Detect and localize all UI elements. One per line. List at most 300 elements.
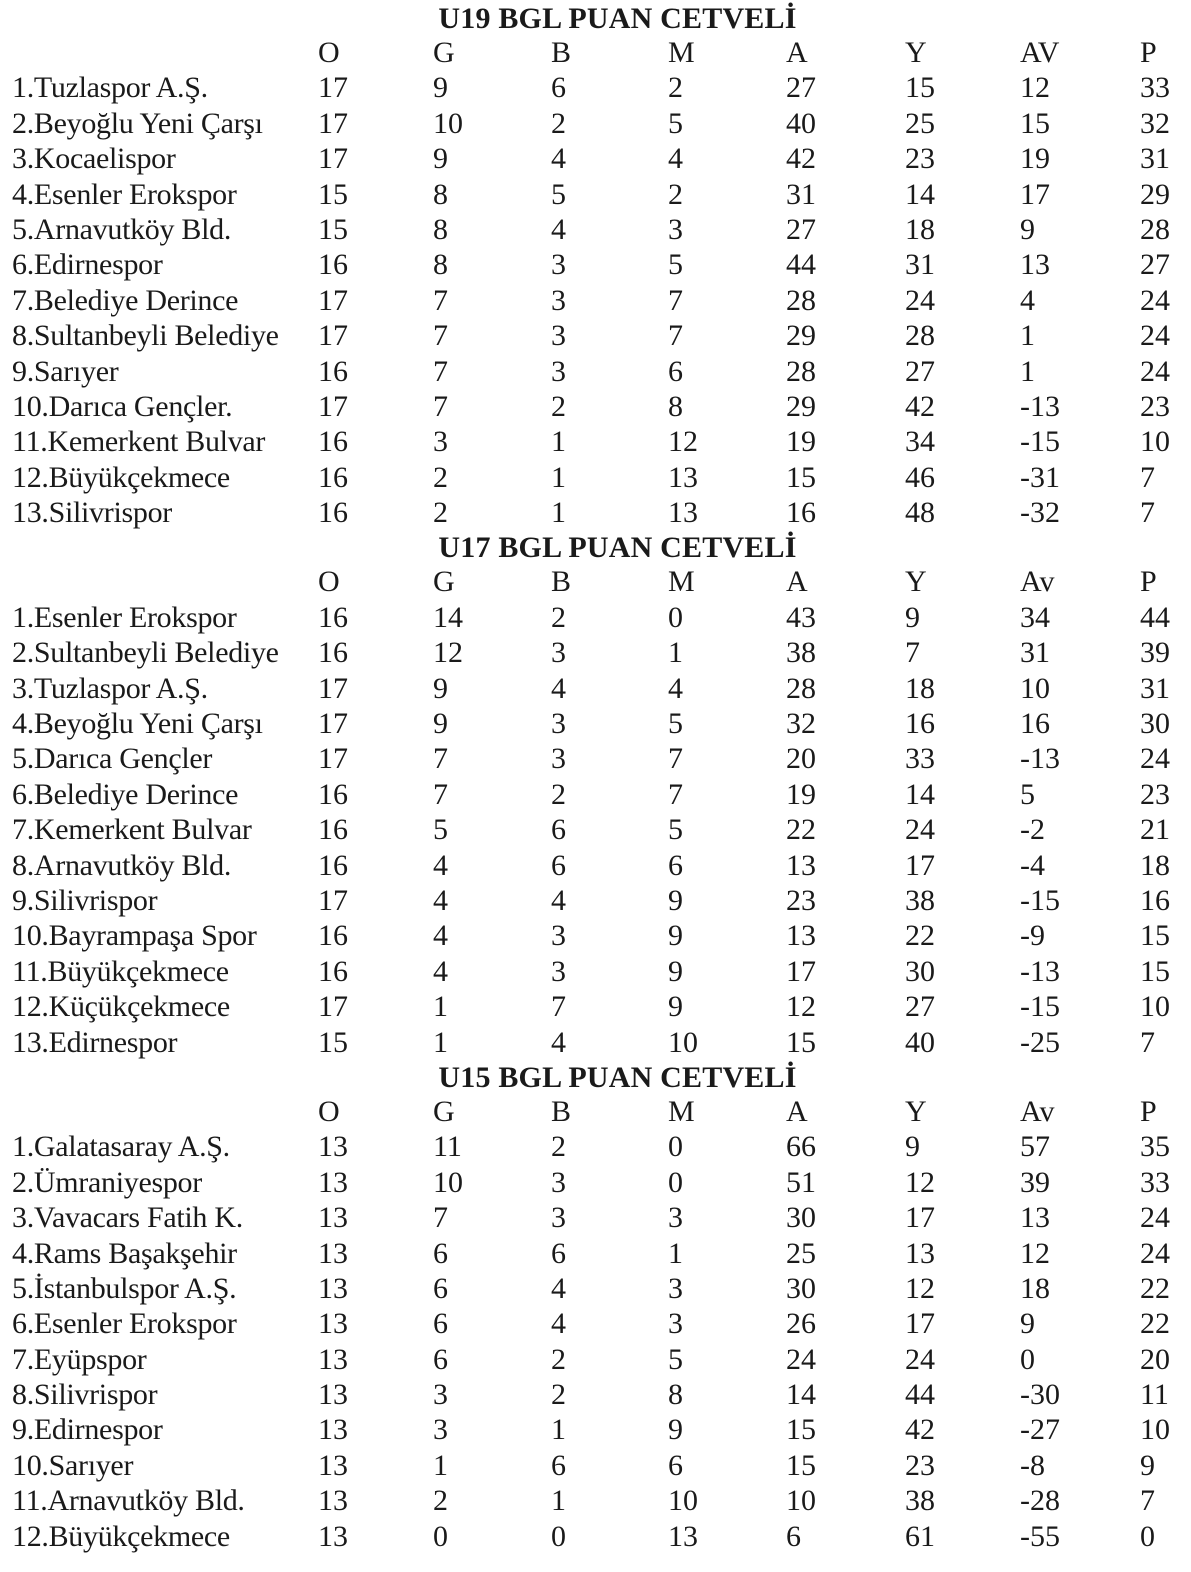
- stat-cell: 7: [433, 319, 448, 353]
- stat-cell: 35: [1140, 1130, 1170, 1164]
- stat-cell: 34: [905, 425, 935, 459]
- stat-cell: 9: [1020, 212, 1035, 246]
- stat-cell: 7: [1140, 1484, 1155, 1518]
- stat-cell: 27: [786, 212, 816, 246]
- stat-cell: 16: [318, 813, 348, 847]
- stat-cell: -31: [1020, 460, 1060, 494]
- stat-cell: 39: [1020, 1165, 1050, 1199]
- stat-cell: 38: [905, 1484, 935, 1518]
- stat-cell: -9: [1020, 919, 1045, 953]
- stat-cell: -13: [1020, 389, 1060, 423]
- stat-cell: 9: [905, 600, 920, 634]
- stat-cell: 5: [668, 248, 683, 282]
- stat-cell: 42: [786, 142, 816, 176]
- stat-cell: 13: [318, 1201, 348, 1235]
- stat-cell: 1: [551, 1413, 566, 1447]
- stat-cell: 18: [1140, 848, 1170, 882]
- stat-cell: 7: [1140, 1025, 1155, 1059]
- column-header: P: [1140, 565, 1157, 599]
- stat-cell: 13: [318, 1484, 348, 1518]
- stat-cell: 2: [551, 777, 566, 811]
- stat-cell: 12: [433, 636, 463, 670]
- stat-cell: 3: [551, 1165, 566, 1199]
- team-name: 6.Belediye Derince: [12, 777, 239, 811]
- stat-cell: 66: [786, 1130, 816, 1164]
- stat-cell: 13: [318, 1342, 348, 1376]
- table-row: [0, 988, 1191, 1023]
- team-name: 11.Kemerkent Bulvar: [12, 425, 266, 459]
- stat-cell: 13: [318, 1307, 348, 1341]
- stat-cell: 17: [318, 319, 348, 353]
- stat-cell: 6: [668, 848, 683, 882]
- table-title: U19 BGL PUAN CETVELİ: [438, 2, 797, 35]
- stat-cell: 4: [433, 883, 448, 917]
- stat-cell: 0: [1140, 1519, 1155, 1553]
- table-row: [0, 1305, 1191, 1340]
- stat-cell: 9: [668, 883, 683, 917]
- stat-cell: 7: [433, 742, 448, 776]
- stat-cell: 17: [318, 389, 348, 423]
- table-row: [0, 1447, 1191, 1482]
- stat-cell: 24: [786, 1342, 816, 1376]
- stat-cell: 23: [1140, 777, 1170, 811]
- stat-cell: -25: [1020, 1025, 1060, 1059]
- stat-cell: -13: [1020, 954, 1060, 988]
- stat-cell: 22: [786, 813, 816, 847]
- stat-cell: 44: [905, 1378, 935, 1412]
- stat-cell: 27: [786, 71, 816, 105]
- column-header: G: [433, 36, 455, 69]
- stat-cell: 4: [433, 954, 448, 988]
- stat-cell: 1: [433, 1448, 448, 1482]
- stat-cell: 25: [905, 106, 935, 140]
- stat-cell: 28: [786, 354, 816, 388]
- stat-cell: 31: [1140, 671, 1170, 705]
- stat-cell: 30: [1140, 707, 1170, 741]
- stat-cell: 15: [318, 177, 348, 211]
- stat-cell: 17: [318, 671, 348, 705]
- stat-cell: 3: [433, 1413, 448, 1447]
- stat-cell: 7: [433, 283, 448, 317]
- column-header: A: [786, 1094, 808, 1128]
- column-header: B: [551, 565, 572, 599]
- header-row: [0, 1093, 1191, 1128]
- stat-cell: 12: [1020, 71, 1050, 105]
- stat-cell: 46: [905, 460, 935, 494]
- stat-cell: 13: [1020, 1201, 1050, 1235]
- stat-cell: 22: [1140, 1307, 1170, 1341]
- stat-cell: 4: [668, 671, 683, 705]
- stat-cell: -28: [1020, 1484, 1060, 1518]
- stat-cell: 7: [668, 777, 683, 811]
- stat-cell: 6: [433, 1342, 448, 1376]
- stat-cell: 7: [433, 354, 448, 388]
- stat-cell: 32: [786, 707, 816, 741]
- stat-cell: 24: [905, 813, 935, 847]
- stat-cell: 13: [318, 1413, 348, 1447]
- stat-cell: 0: [668, 1165, 683, 1199]
- stat-cell: 27: [1140, 248, 1170, 282]
- stat-cell: 4: [1020, 283, 1035, 317]
- table-row: [0, 811, 1191, 846]
- stat-cell: 3: [668, 1201, 683, 1235]
- header-row: [0, 34, 1191, 69]
- stat-cell: 39: [1140, 636, 1170, 670]
- stat-cell: 13: [318, 1271, 348, 1305]
- stat-cell: 7: [433, 777, 448, 811]
- stat-cell: 14: [786, 1378, 816, 1412]
- stat-cell: 14: [433, 600, 463, 634]
- stat-cell: 2: [551, 1130, 566, 1164]
- stat-cell: 2: [668, 177, 683, 211]
- column-header: P: [1140, 36, 1157, 69]
- stat-cell: 0: [668, 1130, 683, 1164]
- table-row: [0, 953, 1191, 988]
- team-name: 3.Tuzlaspor A.Ş.: [12, 671, 208, 705]
- stat-cell: -15: [1020, 990, 1060, 1024]
- stat-cell: 16: [318, 460, 348, 494]
- stat-cell: 1: [668, 1236, 683, 1270]
- stat-cell: 15: [905, 71, 935, 105]
- table-row: [0, 246, 1191, 281]
- stat-cell: 13: [1020, 248, 1050, 282]
- stat-cell: 29: [786, 319, 816, 353]
- team-name: 10.Bayrampaşa Spor: [12, 919, 257, 953]
- team-name: 10.Darıca Gençler.: [12, 389, 233, 423]
- stat-cell: 27: [905, 990, 935, 1024]
- column-header: AV: [1020, 36, 1060, 69]
- stat-cell: 3: [551, 707, 566, 741]
- stat-cell: 2: [551, 1342, 566, 1376]
- stat-cell: -15: [1020, 425, 1060, 459]
- stat-cell: 19: [786, 777, 816, 811]
- stat-cell: 1: [551, 1484, 566, 1518]
- stat-cell: 4: [551, 212, 566, 246]
- stat-cell: 2: [668, 71, 683, 105]
- stat-cell: 18: [1020, 1271, 1050, 1305]
- stat-cell: 2: [551, 600, 566, 634]
- team-name: 1.Tuzlaspor A.Ş.: [12, 71, 208, 105]
- stat-cell: 13: [318, 1236, 348, 1270]
- stat-cell: 16: [1140, 883, 1170, 917]
- table-row: [0, 1376, 1191, 1411]
- stat-cell: 42: [905, 1413, 935, 1447]
- stat-cell: 28: [786, 671, 816, 705]
- team-name: 6.Edirnespor: [12, 248, 163, 282]
- stat-cell: 0: [1020, 1342, 1035, 1376]
- stat-cell: 4: [551, 1271, 566, 1305]
- stat-cell: 17: [318, 707, 348, 741]
- stat-cell: 57: [1020, 1130, 1050, 1164]
- table-row: [0, 1235, 1191, 1270]
- stat-cell: -13: [1020, 742, 1060, 776]
- stat-cell: -4: [1020, 848, 1045, 882]
- stat-cell: 24: [1140, 742, 1170, 776]
- table-row: [0, 705, 1191, 740]
- stat-cell: 15: [1140, 954, 1170, 988]
- stat-cell: 8: [433, 212, 448, 246]
- table-row: [0, 211, 1191, 246]
- stat-cell: 6: [551, 848, 566, 882]
- stat-cell: 10: [1140, 1413, 1170, 1447]
- stat-cell: 5: [433, 813, 448, 847]
- stat-cell: 5: [668, 707, 683, 741]
- stat-cell: 4: [433, 848, 448, 882]
- team-name: 11.Büyükçekmece: [12, 954, 229, 988]
- stat-cell: -55: [1020, 1519, 1060, 1553]
- stat-cell: 24: [1140, 319, 1170, 353]
- stat-cell: 13: [318, 1165, 348, 1199]
- stat-cell: 3: [551, 636, 566, 670]
- stat-cell: 7: [668, 742, 683, 776]
- stat-cell: 9: [433, 671, 448, 705]
- stat-cell: 31: [786, 177, 816, 211]
- stat-cell: 3: [551, 919, 566, 953]
- stat-cell: 23: [1140, 389, 1170, 423]
- stat-cell: 17: [1020, 177, 1050, 211]
- team-name: 7.Kemerkent Bulvar: [12, 813, 252, 847]
- team-name: 7.Belediye Derince: [12, 283, 239, 317]
- stat-cell: 15: [318, 212, 348, 246]
- stat-cell: 9: [905, 1130, 920, 1164]
- team-name: 10.Sarıyer: [12, 1448, 134, 1482]
- stat-cell: 16: [318, 600, 348, 634]
- team-name: 9.Silivrispor: [12, 883, 158, 917]
- stat-cell: 40: [905, 1025, 935, 1059]
- stat-cell: 44: [1140, 600, 1170, 634]
- column-header: G: [433, 1094, 455, 1128]
- team-name: 13.Edirnespor: [12, 1025, 178, 1059]
- stat-cell: 3: [551, 1201, 566, 1235]
- stat-cell: 61: [905, 1519, 935, 1553]
- stat-cell: 5: [551, 177, 566, 211]
- stat-cell: 15: [318, 1025, 348, 1059]
- stat-cell: 11: [433, 1130, 462, 1164]
- stat-cell: 15: [786, 460, 816, 494]
- stat-cell: -8: [1020, 1448, 1045, 1482]
- stat-cell: 7: [433, 389, 448, 423]
- stat-cell: 8: [668, 1378, 683, 1412]
- stat-cell: 12: [786, 990, 816, 1024]
- table-row: [0, 1518, 1191, 1553]
- table-row: [0, 847, 1191, 882]
- stat-cell: 17: [318, 742, 348, 776]
- stat-cell: 2: [551, 106, 566, 140]
- stat-cell: 16: [318, 248, 348, 282]
- stat-cell: 17: [905, 848, 935, 882]
- stat-cell: 3: [551, 354, 566, 388]
- team-name: 3.Vavacars Fatih K.: [12, 1201, 243, 1235]
- stat-cell: 48: [905, 496, 935, 530]
- column-header: G: [433, 565, 455, 599]
- team-name: 11.Arnavutköy Bld.: [12, 1484, 245, 1518]
- stat-cell: 16: [318, 777, 348, 811]
- stat-cell: 6: [551, 71, 566, 105]
- column-header: O: [318, 36, 340, 69]
- stat-cell: 13: [318, 1519, 348, 1553]
- stat-cell: 3: [551, 248, 566, 282]
- stat-cell: 12: [905, 1165, 935, 1199]
- table-row: [0, 459, 1191, 494]
- stat-cell: 7: [433, 1201, 448, 1235]
- stat-cell: 6: [551, 1448, 566, 1482]
- team-name: 4.Rams Başakşehir: [12, 1236, 237, 1270]
- column-header: Av: [1020, 565, 1055, 599]
- team-name: 12.Büyükçekmece: [12, 1519, 230, 1553]
- stat-cell: 4: [551, 1307, 566, 1341]
- stat-cell: 9: [668, 1413, 683, 1447]
- stat-cell: 29: [1140, 177, 1170, 211]
- table-row: [0, 176, 1191, 211]
- stat-cell: 10: [1020, 671, 1050, 705]
- stat-cell: 1: [551, 460, 566, 494]
- stat-cell: 16: [318, 636, 348, 670]
- stat-cell: 4: [433, 919, 448, 953]
- stat-cell: 8: [433, 248, 448, 282]
- column-header: O: [318, 565, 340, 599]
- table-title: U15 BGL PUAN CETVELİ: [438, 1060, 797, 1094]
- team-name: 9.Edirnespor: [12, 1413, 163, 1447]
- stat-cell: 2: [551, 389, 566, 423]
- table-row: [0, 1411, 1191, 1446]
- stat-cell: 17: [318, 142, 348, 176]
- table-row: [0, 1024, 1191, 1059]
- stat-cell: 7: [551, 990, 566, 1024]
- stat-cell: 7: [1140, 460, 1155, 494]
- stat-cell: 8: [433, 177, 448, 211]
- stat-cell: 6: [551, 813, 566, 847]
- stat-cell: 30: [786, 1201, 816, 1235]
- stat-cell: 13: [318, 1130, 348, 1164]
- stat-cell: 16: [318, 496, 348, 530]
- stat-cell: 8: [668, 389, 683, 423]
- stat-cell: 9: [433, 707, 448, 741]
- stat-cell: 4: [551, 1025, 566, 1059]
- team-name: 8.Silivrispor: [12, 1378, 158, 1412]
- stat-cell: 6: [551, 1236, 566, 1270]
- stat-cell: 12: [1020, 1236, 1050, 1270]
- stat-cell: 3: [551, 954, 566, 988]
- stat-cell: 0: [551, 1519, 566, 1553]
- stat-cell: 13: [668, 496, 698, 530]
- stat-cell: 15: [1020, 106, 1050, 140]
- standings-table: [0, 529, 1191, 1058]
- stat-cell: 7: [668, 319, 683, 353]
- team-name: 9.Sarıyer: [12, 354, 119, 388]
- column-header: B: [551, 1094, 572, 1128]
- stat-cell: 5: [1020, 777, 1035, 811]
- stat-cell: 14: [905, 777, 935, 811]
- stat-cell: 2: [433, 460, 448, 494]
- table-row: [0, 140, 1191, 175]
- stat-cell: 18: [905, 671, 935, 705]
- stat-cell: 26: [786, 1307, 816, 1341]
- team-name: 13.Silivrispor: [12, 496, 172, 530]
- column-header: M: [668, 1094, 695, 1128]
- table-row: [0, 317, 1191, 352]
- column-header: Y: [905, 565, 927, 599]
- stat-cell: 24: [905, 283, 935, 317]
- stat-cell: 9: [668, 954, 683, 988]
- stat-cell: 14: [905, 177, 935, 211]
- stat-cell: 13: [905, 1236, 935, 1270]
- stat-cell: 2: [433, 496, 448, 530]
- stat-cell: 13: [786, 848, 816, 882]
- stat-cell: 31: [1020, 636, 1050, 670]
- stat-cell: 25: [786, 1236, 816, 1270]
- table-row: [0, 1164, 1191, 1199]
- stat-cell: 17: [318, 883, 348, 917]
- stat-cell: 13: [318, 1378, 348, 1412]
- team-name: 8.Sultanbeyli Belediye: [12, 319, 279, 353]
- team-name: 12.Küçükçekmece: [12, 990, 230, 1024]
- team-name: 5.İstanbulspor A.Ş.: [12, 1271, 237, 1305]
- table-row: [0, 1270, 1191, 1305]
- stat-cell: 2: [551, 1378, 566, 1412]
- stat-cell: 30: [905, 954, 935, 988]
- stat-cell: 2: [433, 1484, 448, 1518]
- stat-cell: 5: [668, 106, 683, 140]
- team-name: 6.Esenler Erokspor: [12, 1307, 237, 1341]
- stat-cell: 6: [668, 1448, 683, 1482]
- table-row: [0, 388, 1191, 423]
- stat-cell: 21: [1140, 813, 1170, 847]
- table-row: [0, 882, 1191, 917]
- standings-table: [0, 0, 1191, 529]
- stat-cell: 17: [905, 1201, 935, 1235]
- team-name: 4.Esenler Erokspor: [12, 177, 237, 211]
- team-name: 2.Sultanbeyli Belediye: [12, 636, 279, 670]
- stat-cell: 1: [433, 990, 448, 1024]
- stat-cell: 4: [551, 671, 566, 705]
- stat-cell: 3: [551, 742, 566, 776]
- table-row: [0, 1128, 1191, 1163]
- stat-cell: 10: [786, 1484, 816, 1518]
- stat-cell: 28: [905, 319, 935, 353]
- stat-cell: 3: [668, 1307, 683, 1341]
- stat-cell: 9: [433, 71, 448, 105]
- table-row: [0, 105, 1191, 140]
- stat-cell: 16: [1020, 707, 1050, 741]
- column-header: Y: [905, 36, 927, 69]
- stat-cell: 20: [1140, 1342, 1170, 1376]
- stat-cell: 33: [1140, 1165, 1170, 1199]
- stat-cell: 51: [786, 1165, 816, 1199]
- stat-cell: 17: [786, 954, 816, 988]
- stat-cell: 7: [1140, 496, 1155, 530]
- team-name: 12.Büyükçekmece: [12, 460, 230, 494]
- column-header: A: [786, 36, 808, 69]
- team-name: 5.Arnavutköy Bld.: [12, 212, 232, 246]
- column-header: B: [551, 36, 572, 69]
- stat-cell: 22: [905, 919, 935, 953]
- stat-cell: 9: [433, 142, 448, 176]
- stat-cell: 4: [551, 142, 566, 176]
- table-row: [0, 670, 1191, 705]
- team-name: 7.Eyüpspor: [12, 1342, 147, 1376]
- stat-cell: 10: [433, 106, 463, 140]
- stat-cell: 15: [1140, 919, 1170, 953]
- stat-cell: 16: [318, 848, 348, 882]
- stat-cell: 0: [668, 600, 683, 634]
- stat-cell: 31: [905, 248, 935, 282]
- table-row: [0, 776, 1191, 811]
- stat-cell: 24: [1140, 1201, 1170, 1235]
- stat-cell: -27: [1020, 1413, 1060, 1447]
- stat-cell: 18: [905, 212, 935, 246]
- stat-cell: 28: [786, 283, 816, 317]
- table-row: [0, 634, 1191, 669]
